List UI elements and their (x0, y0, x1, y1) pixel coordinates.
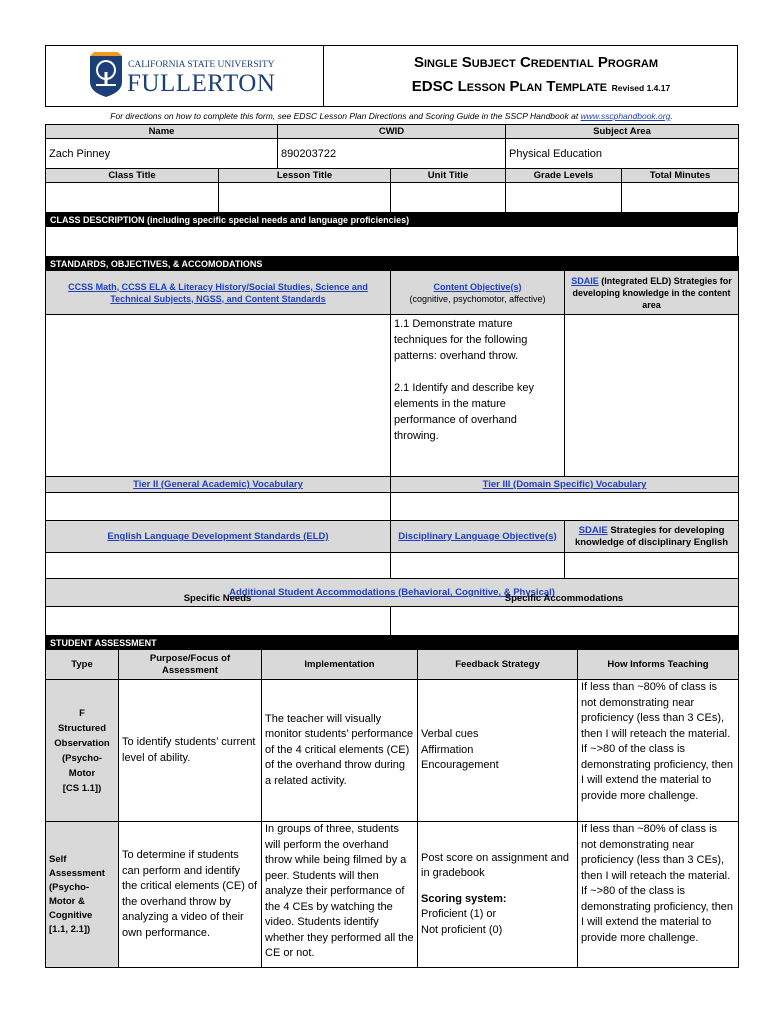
template-title: EDSC Lesson Plan Template (411, 78, 608, 95)
class-description-field[interactable] (46, 227, 738, 257)
col-purpose: Purpose/Focus of Assessment (119, 650, 262, 680)
directions-suffix: . (670, 111, 673, 121)
standards-table (45, 256, 739, 581)
tree-seal-icon (88, 52, 124, 98)
objective-1: 1.1 Demonstrate mature techniques for the following patterns: overhand throw. (394, 318, 528, 362)
class-title-field[interactable] (46, 183, 219, 213)
scoring-line: Proficient (1) or (421, 908, 497, 921)
unit-title-header: Unit Title (391, 169, 506, 183)
subject-header: Subject Area (506, 125, 739, 139)
specific-needs-header: Specific Needs (183, 593, 252, 604)
assessment-table (45, 635, 739, 968)
student-assessment-bar: STUDENT ASSESSMENT (46, 636, 739, 650)
feedback-line: Encouragement (421, 759, 499, 772)
assessment-implementation[interactable]: The teacher will visually monitor students’ performance of the 4 critical elements (CE) of the overhand throw during a related activity. (262, 680, 418, 822)
tier3-vocab-field[interactable] (391, 493, 739, 521)
specific-accommodations-header: Specific Accommodations (504, 593, 624, 604)
university-name-text: FULLERTON (127, 70, 276, 97)
sdaie2-label: Strategies for developing knowledge of disciplinary English (574, 524, 729, 548)
revised-date: Revised 1.4.17 (611, 83, 671, 93)
template-title-line (346, 78, 736, 96)
type-line: Motor (68, 767, 96, 779)
cwid-header: CWID (278, 125, 506, 139)
class-description-label: CLASS DESCRIPTION (50, 214, 145, 225)
sdaie-strategies-field[interactable] (565, 315, 739, 477)
university-top-text: CALIFORNIA STATE UNIVERSITY (128, 60, 275, 70)
name-header: Name (46, 125, 278, 139)
specific-needs-field[interactable] (46, 607, 391, 637)
feedback-line: Post score on assignment and in gradebook (421, 851, 569, 880)
assessment-feedback[interactable] (418, 822, 578, 968)
tier2-vocab-link[interactable]: Tier II (General Academic) Vocabulary (133, 479, 303, 490)
feedback-line: Affirmation (421, 743, 474, 756)
subject-field[interactable]: Physical Education (506, 139, 739, 169)
accommodations-table (45, 578, 739, 637)
content-objective-sub: (cognitive, psychomotor, affective) (409, 293, 546, 304)
directions-text: For directions on how to complete this form, see EDSC Lesson Plan Directions and Scoring Guide in the SSCP Handbook at (110, 111, 581, 121)
assessment-type-cell (46, 680, 119, 822)
type-line: [1.1, 2.1]) (49, 923, 91, 935)
objective-2: 2.1 Identify and describe key elements in the mature performance of overhand throwing. (394, 382, 535, 442)
name-field[interactable]: Zach Pinney (46, 139, 278, 169)
assessment-informs[interactable]: If less than ~80% of class is not demonstrating near proficiency (less than 3 CEs), then I will reteach the material. If ~>80 of the class is demonstrating proficiency, then I will extend the material to provide more challenge. (578, 822, 739, 968)
directions-line (45, 111, 738, 121)
type-line: Assessment (49, 867, 105, 879)
info-table (45, 124, 739, 169)
type-line: (Psycho- (61, 752, 103, 764)
sdaie-link[interactable]: SDAIE (571, 275, 599, 286)
lesson-title-field[interactable] (219, 183, 391, 213)
class-description-bar (46, 213, 738, 227)
sdaie2-link[interactable]: SDAIE (578, 524, 608, 536)
standards-field[interactable] (46, 315, 391, 477)
program-title: Single Subject Credential Program (413, 54, 659, 71)
header-box (45, 45, 738, 107)
ccss-standards-link[interactable]: CCSS Math, CCSS ELA & Literacy History/Social Studies, Science and Technical Subjects, NGSS, and Content Standards (68, 281, 368, 304)
col-feedback: Feedback Strategy (418, 650, 578, 680)
assessment-row (46, 822, 739, 968)
assessment-purpose[interactable]: To identify students’ current level of ability. (119, 680, 262, 822)
disciplinary-language-field[interactable] (391, 553, 565, 581)
sdaie2-field[interactable] (565, 553, 739, 581)
grade-levels-field[interactable] (506, 183, 622, 213)
type-line: Self (49, 853, 67, 865)
class-info-table (45, 168, 739, 213)
type-line: Observation (54, 737, 110, 749)
content-objective-link[interactable]: Content Objective(s) (433, 281, 522, 292)
class-description-sublabel: (including specific special needs and language proficiencies) (144, 214, 410, 225)
type-line: Motor & (49, 895, 85, 907)
sdaie-strategies-label: (Integrated ELD) Strategies for developing knowledge in the content area (572, 275, 732, 310)
eld-standards-link[interactable]: English Language Development Standards (ELD) (107, 531, 329, 542)
specific-accommodations-field[interactable] (391, 607, 739, 637)
scoring-label: Scoring system: (421, 892, 507, 905)
type-line: Cognitive (49, 909, 93, 921)
disciplinary-language-link[interactable]: Disciplinary Language Objective(s) (398, 530, 557, 542)
assessment-implementation[interactable]: In groups of three, students will perform the overhand throw while being filmed by a peer. Students will then analyze their performance of the 4 CEs by watching the video. Students identify whether they performed all the CE or not. (262, 822, 418, 968)
lesson-title-header: Lesson Title (219, 169, 391, 183)
university-logo (88, 52, 288, 100)
unit-title-field[interactable] (391, 183, 506, 213)
type-line: Structured (57, 722, 107, 734)
assessment-purpose[interactable]: To determine if students can perform and identify the critical elements (CE) of the overhand throw by analyzing a video of their own performance. (119, 822, 262, 968)
content-objectives-cell[interactable] (391, 315, 565, 477)
assessment-feedback[interactable] (418, 680, 578, 822)
type-line: F (79, 707, 85, 719)
class-title-header: Class Title (46, 169, 219, 183)
col-informs: How Informs Teaching (578, 650, 739, 680)
standards-bar: STANDARDS, OBJECTIVES, & ACCOMODATIONS (46, 257, 739, 271)
scoring-line: Not proficient (0) (421, 923, 503, 936)
feedback-line: Verbal cues (421, 728, 479, 741)
eld-standards-field[interactable] (46, 553, 391, 581)
tier3-vocab-link[interactable]: Tier III (Domain Specific) Vocabulary (482, 479, 647, 490)
grade-levels-header: Grade Levels (506, 169, 622, 183)
class-description-table (45, 212, 738, 257)
cwid-field[interactable]: 890203722 (278, 139, 506, 169)
col-implementation: Implementation (262, 650, 418, 680)
assessment-type-cell (46, 822, 119, 968)
header-divider (323, 46, 324, 106)
total-minutes-field[interactable] (622, 183, 739, 213)
tier2-vocab-field[interactable] (46, 493, 391, 521)
type-line: [CS 1.1]) (62, 782, 102, 794)
accommodations-link[interactable]: Additional Student Accommodations (Behavioral, Cognitive, & Physical) (229, 587, 555, 598)
assessment-row (46, 680, 739, 822)
total-minutes-header: Total Minutes (622, 169, 739, 183)
handbook-link[interactable]: www.sscphandbook.org (580, 111, 671, 121)
col-type: Type (46, 650, 119, 680)
assessment-informs[interactable]: If less than ~80% of class is not demonstrating near proficiency (less than 3 CEs), then I will reteach the material. If ~>80 of the class is demonstrating proficiency, then I will extend the material to provide more challenge. (578, 680, 739, 822)
type-line: (Psycho- (49, 881, 90, 893)
